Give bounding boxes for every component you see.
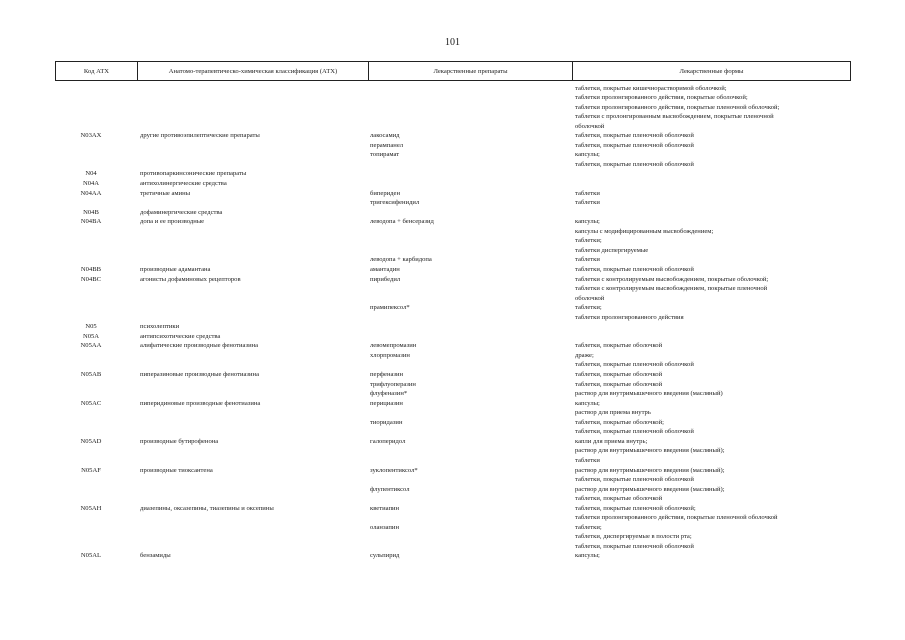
cell-form: капсулы; bbox=[575, 552, 600, 560]
cell-form: таблетки пролонгированного действия, покрытые оболочкой; bbox=[575, 94, 748, 102]
table-row bbox=[0, 227, 905, 237]
cell-drug: флуфеназин* bbox=[370, 390, 408, 398]
cell-form: раствор для внутримышечного введения (масляный); bbox=[575, 485, 725, 493]
table-row bbox=[0, 360, 905, 370]
cell-drug: леводопа + бенсеразид bbox=[370, 218, 434, 226]
cell-form: таблетки bbox=[575, 456, 600, 464]
cell-code: N05AD bbox=[80, 437, 102, 445]
table-row bbox=[0, 532, 905, 542]
table-row bbox=[0, 427, 905, 437]
cell-drug: оланзапин bbox=[370, 523, 399, 531]
cell-form: таблетки пролонгированного действия bbox=[575, 313, 684, 321]
cell-code: N05 bbox=[85, 323, 97, 331]
cell-drug: зуклопентиксол* bbox=[370, 466, 418, 474]
cell-classification: противопаркинсонические препараты bbox=[140, 170, 247, 178]
cell-code: N05AF bbox=[81, 466, 101, 474]
table-header bbox=[55, 61, 851, 81]
table-row bbox=[0, 303, 905, 313]
table-row bbox=[0, 437, 905, 447]
table-row bbox=[0, 265, 905, 275]
cell-drug: галоперидол bbox=[370, 437, 406, 445]
table-row bbox=[0, 370, 905, 380]
cell-code: N05AA bbox=[80, 342, 102, 350]
cell-classification: пиперазиновые производные фенотиазина bbox=[140, 371, 259, 378]
table-row bbox=[0, 523, 905, 533]
cell-classification: производные адамантана bbox=[140, 265, 211, 273]
cell-code: N05AH bbox=[80, 504, 102, 512]
cell-form: таблетки bbox=[575, 256, 600, 264]
table-row bbox=[0, 380, 905, 390]
cell-form: раствор для приема внутрь bbox=[575, 409, 651, 417]
table-row bbox=[0, 179, 905, 189]
cell-drug: леводопа + карбидопа bbox=[370, 256, 432, 264]
table-row bbox=[0, 236, 905, 246]
cell-form: таблетки, покрытые пленочной оболочкой bbox=[575, 265, 694, 273]
table-row bbox=[0, 189, 905, 199]
table-row bbox=[0, 141, 905, 151]
table-row bbox=[0, 475, 905, 485]
table-row bbox=[0, 131, 905, 141]
cell-drug: кветиапин bbox=[370, 504, 400, 512]
cell-classification: диазепины, оксазепины, тиазепины и оксепины bbox=[140, 504, 274, 512]
table-row bbox=[0, 313, 905, 323]
cell-form: таблетки, покрытые оболочкой bbox=[575, 495, 663, 503]
cell-form: таблетки, покрытые пленочной оболочкой bbox=[575, 476, 694, 484]
cell-form: таблетки пролонгированного действия, покрытые пленочной оболочкой bbox=[575, 514, 778, 522]
cell-classification: алифатические производные фенотиазина bbox=[140, 342, 259, 350]
cell-code: N05AL bbox=[80, 552, 102, 560]
header-code: Код АТХ bbox=[83, 67, 110, 75]
table-row bbox=[0, 208, 905, 218]
cell-drug: прамипексол* bbox=[370, 304, 410, 312]
cell-form: капли для приема внутрь; bbox=[575, 437, 648, 445]
cell-form: таблетки, покрытые кишечнорастворимой оболочкой; bbox=[575, 84, 727, 92]
cell-form: оболочкой bbox=[575, 294, 605, 302]
table-row bbox=[0, 255, 905, 265]
cell-form: оболочкой bbox=[575, 122, 605, 130]
cell-form: таблетки с контролируемым высвобождением, покрытые оболочкой; bbox=[575, 275, 769, 283]
table-row bbox=[0, 542, 905, 552]
header-forms: Лекарственные формы bbox=[679, 67, 744, 75]
cell-drug: тригексифенидил bbox=[370, 199, 420, 207]
cell-code: N04AA bbox=[80, 189, 102, 197]
cell-form: таблетки, покрытые пленочной оболочкой bbox=[575, 428, 694, 436]
cell-form: раствор для внутримышечного введения (масляный); bbox=[575, 447, 725, 455]
table-row bbox=[0, 217, 905, 227]
cell-drug: перампанел bbox=[370, 141, 404, 149]
table-row bbox=[0, 246, 905, 256]
cell-form: раствор для внутримышечного введения (масляный) bbox=[575, 390, 723, 398]
table-row bbox=[0, 513, 905, 523]
cell-code: N04BB bbox=[80, 265, 102, 273]
cell-form: таблетки, покрытые оболочкой bbox=[575, 371, 663, 378]
cell-code: N04BC bbox=[80, 275, 102, 283]
page-number: 101 bbox=[445, 37, 460, 48]
cell-code: N04A bbox=[82, 180, 100, 187]
cell-code: N04B bbox=[83, 208, 99, 216]
table-row bbox=[0, 84, 905, 94]
cell-drug: перициазин bbox=[370, 399, 403, 407]
table-row bbox=[0, 284, 905, 294]
cell-drug: левомепромазин bbox=[370, 342, 417, 350]
cell-classification: агонисты дофаминовых рецепторов bbox=[140, 275, 241, 283]
cell-form: таблетки, покрытые оболочкой bbox=[575, 342, 663, 350]
cell-form: таблетки, покрытые пленочной оболочкой bbox=[575, 160, 694, 168]
cell-classification: бензамиды bbox=[140, 552, 171, 560]
cell-form: таблетки; bbox=[575, 237, 602, 245]
table-row bbox=[0, 418, 905, 428]
table-row bbox=[0, 169, 905, 179]
cell-code: N05AB bbox=[80, 371, 102, 378]
cell-form: таблетки, покрытые пленочной оболочкой bbox=[575, 141, 694, 149]
table-row bbox=[0, 332, 905, 342]
cell-drug: трифлуоперазин bbox=[370, 380, 416, 388]
cell-classification: производные тиоксантена bbox=[140, 466, 213, 474]
cell-form: таблетки, покрытые пленочной оболочкой; bbox=[575, 504, 696, 512]
cell-form: таблетки; bbox=[575, 304, 602, 312]
table-row bbox=[0, 112, 905, 122]
table-row bbox=[0, 294, 905, 304]
cell-form: капсулы с модифицированным высвобождением; bbox=[575, 227, 714, 235]
table-row bbox=[0, 160, 905, 170]
table-row bbox=[0, 504, 905, 514]
cell-classification: антипсихотические средства bbox=[140, 332, 221, 340]
cell-form: драже; bbox=[575, 351, 594, 359]
cell-form: таблетки, покрытые пленочной оболочкой bbox=[575, 132, 694, 140]
cell-drug: перфеназин bbox=[370, 371, 404, 378]
cell-form: таблетки, покрытые оболочкой; bbox=[575, 418, 664, 426]
header-classification: Анатомо-терапевтическо-химическая классификация (АТХ) bbox=[168, 67, 338, 75]
table-row bbox=[0, 408, 905, 418]
cell-form: таблетки, покрытые пленочной оболочкой bbox=[575, 542, 694, 550]
cell-drug: лакосамид bbox=[370, 132, 400, 140]
table-row bbox=[0, 322, 905, 332]
cell-drug: бипериден bbox=[370, 189, 400, 197]
table-row bbox=[0, 456, 905, 466]
cell-form: капсулы; bbox=[575, 399, 600, 407]
table-row bbox=[0, 389, 905, 399]
cell-drug: флупентиксол bbox=[370, 485, 410, 493]
table-row bbox=[0, 150, 905, 160]
cell-form: таблетки, диспергируемые в полости рта; bbox=[575, 533, 692, 541]
cell-code: N05A bbox=[82, 332, 100, 340]
cell-form: таблетки с контролируемым высвобождением, покрытые пленочной bbox=[575, 285, 768, 293]
cell-classification: антихолинергические средства bbox=[140, 180, 227, 187]
table-row bbox=[0, 485, 905, 495]
table-row bbox=[0, 466, 905, 476]
cell-code: N04BA bbox=[80, 218, 102, 226]
table-row bbox=[0, 103, 905, 113]
cell-classification: дофаминергические средства bbox=[140, 208, 223, 216]
cell-form: таблетки пролонгированного действия, покрытые пленочной оболочкой; bbox=[575, 103, 780, 111]
cell-drug: тиоридазин bbox=[370, 418, 403, 426]
cell-form: капсулы; bbox=[575, 151, 600, 159]
cell-classification: допа и ее производные bbox=[140, 218, 205, 226]
cell-classification: другие противоэпилептические препараты bbox=[140, 132, 260, 140]
cell-form: таблетки с пролонгированным высвобождением, покрытые пленочной bbox=[575, 113, 774, 121]
table-row bbox=[0, 494, 905, 504]
cell-form: раствор для внутримышечного введения (масляный); bbox=[575, 466, 725, 474]
table-row bbox=[0, 351, 905, 361]
cell-code: N04 bbox=[85, 170, 97, 178]
cell-classification: производные бутирофенона bbox=[140, 437, 219, 445]
cell-form: таблетки, покрытые пленочной оболочкой bbox=[575, 361, 694, 369]
header-drugs: Лекарственные препараты bbox=[433, 67, 508, 75]
cell-form: таблетки, покрытые оболочкой bbox=[575, 380, 663, 388]
table-row bbox=[0, 446, 905, 456]
cell-code: N03AX bbox=[80, 132, 102, 140]
cell-drug: топирамат bbox=[370, 151, 400, 159]
cell-code: N05AC bbox=[80, 399, 102, 407]
cell-classification: пиперидиновые производные фенотиазина bbox=[140, 399, 261, 407]
cell-drug: пирибедил bbox=[370, 275, 401, 283]
cell-form: таблетки bbox=[575, 199, 600, 207]
cell-drug: хлорпромазин bbox=[370, 351, 410, 359]
cell-classification: психолептики bbox=[140, 323, 180, 331]
table-row bbox=[0, 275, 905, 285]
table-row bbox=[0, 122, 905, 132]
cell-drug: сульпирид bbox=[370, 552, 400, 560]
table-row bbox=[0, 341, 905, 351]
cell-form: капсулы; bbox=[575, 218, 600, 226]
cell-form: таблетки bbox=[575, 189, 600, 197]
table-row bbox=[0, 399, 905, 409]
cell-classification: третичные амины bbox=[140, 189, 191, 197]
cell-drug: амантадин bbox=[370, 265, 400, 273]
cell-form: таблетки диспергируемые bbox=[575, 246, 649, 254]
table-row bbox=[0, 93, 905, 103]
table-row bbox=[0, 198, 905, 208]
cell-form: таблетки; bbox=[575, 523, 602, 531]
table-row bbox=[0, 551, 905, 561]
